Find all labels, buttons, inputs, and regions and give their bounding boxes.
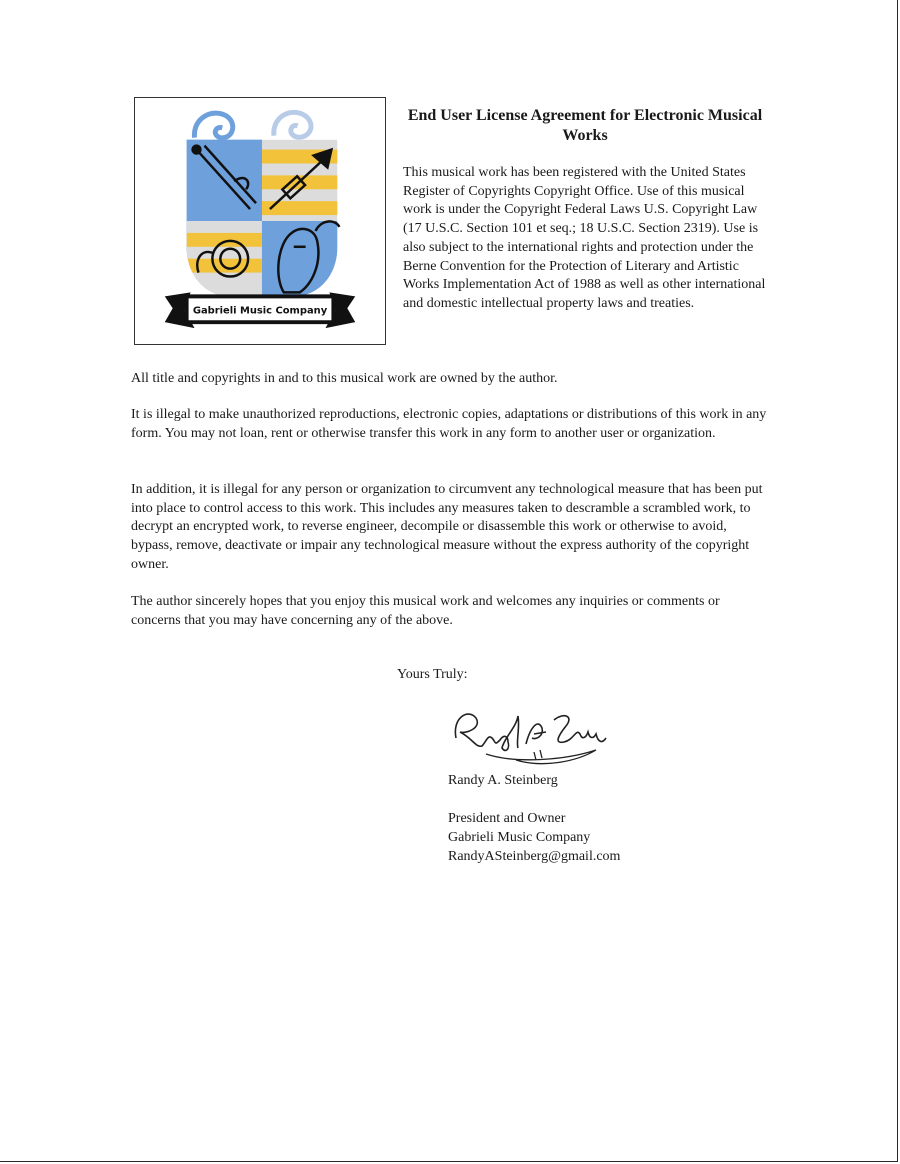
signer-company: Gabrieli Music Company <box>448 830 591 845</box>
agreement-title: End User License Agreement for Electronic Musical Works <box>407 107 763 144</box>
ownership-paragraph: All title and copyrights in and to this musical work are owned by the author. <box>131 371 558 386</box>
gabrieli-music-company-logo <box>134 97 386 345</box>
signer-email: RandyASteinberg@gmail.com <box>448 849 621 864</box>
circumvention-paragraph: In addition, it is illegal for any person or organization to circumvent any technological measure that has been put into place to control access to this work. This includes any measures taken to descramble a scrambled work, to decrypt an encrypted work, to reverse engineer, decompile or disassemble this work or otherwise to avoid, bypass, remove, deactivate or impair any technological measure without the express authority of the copyright owner. <box>131 482 763 572</box>
crest-icon <box>135 98 385 344</box>
yours-truly: Yours Truly: <box>397 667 468 682</box>
closing-paragraph: The author sincerely hopes that you enjoy this musical work and welcomes any inquiries or comments or concerns that you may have concerning any of the above. <box>131 594 720 628</box>
logo-banner-text: Gabrieli Music Company <box>192 305 328 317</box>
handwritten-signature <box>446 698 612 770</box>
signer-role: President and Owner <box>448 811 566 826</box>
reproduction-paragraph: It is illegal to make unauthorized reproductions, electronic copies, adaptations or distributions of this work in any form. You may not loan, rent or otherwise transfer this work in any form to another user or organization. <box>131 407 767 441</box>
intro-paragraph: This musical work has been registered with the United States Register of Copyrights Copyright Office. Use of this musical work is under the Copyright Federal Laws U.S. Copyright Law (17 U.S.C. Section 101 et seq.; 18 U.S.C. Section 2319). Use is also subject to the international rights and protection under the Berne Convention for the Protection of Literary and Artistic Works Implementation Act of 1988 as well as other international and domestic intellectual property laws and treaties. <box>403 165 766 311</box>
signer-name: Randy A. Steinberg <box>448 773 558 788</box>
signer-details <box>448 809 620 866</box>
